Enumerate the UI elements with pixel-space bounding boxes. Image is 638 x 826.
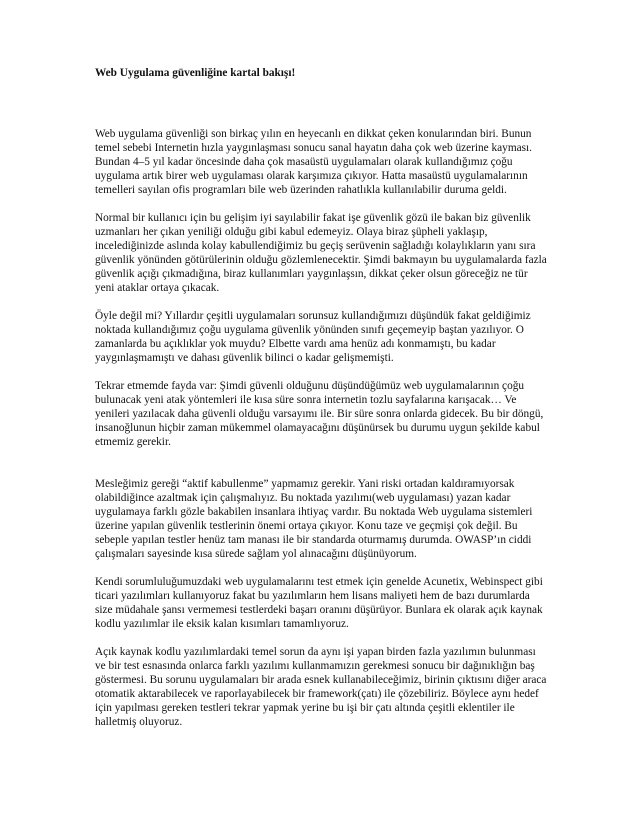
paragraph-3: Öyle değil mi? Yıllardır çeşitli uygulamaları sorunsuz kullandığımızı düşündük fakat geldiğimiz noktada kullandığımız çoğu uygulama güvenlik yönünden sınıfı geçemeyip baştan yazılıyor. O zamanlarda bu açıklıklar yok muydu? Elbette vardı ama henüz adı konmamıştı, bu kadar yaygınlaşmamıştı ve dahası güvenlik bilinci o kadar gelişmemişti. xyxy=(95,310,531,364)
document-title: Web Uygulama güvenliğine kartal bakışı! xyxy=(95,67,296,79)
paragraph-2: Normal bir kullanıcı için bu gelişim iyi sayılabilir fakat işe güvenlik gözü ile bakan biz güvenlik uzmanları her çıkan yeniliği olduğu gibi kabul edemeyiz. Olaya biraz şüpheli yaklaşıp, incelediğinizde aslında kolay kabullendiğimiz bu geçiş serüvenin sağladığı kolaylıkların yanı sıra güvenlik yönünden götürülerinin olduğu gözlemlenecektir. Şimdi bakmayın bu uygulamalarda fazla güvenlik açığı çıkmadığına, biraz kullanımları yaygınlaşsın, dikkat çeker olsun göreceğiz ne tür yeni ataklar ortaya çıkacak. xyxy=(95,212,547,294)
paragraph-4: Tekrar etmemde fayda var: Şimdi güvenli olduğunu düşündüğümüz web uygulamalarının çoğu bulunacak yeni atak yöntemleri ile kısa süre sonra internetin tozlu sayfalarına karışacak… Ve yenileri yazılacak daha güvenli olduğu varsayımı ile. Bir süre sonra onlarda gidecek. Bu bir döngü, insanoğlunun hiçbir zaman mükemmel olamayacağını düşünürsek bu durumu uygun şekilde kabul etmemiz gerekir. xyxy=(95,380,544,448)
paragraph-1: Web uygulama güvenliği son birkaç yılın en heyecanlı en dikkat çeken konularından biri. Bunun temel sebebi Internetin hızla yaygınlaşması sonucu sanal hayatın daha çok web üzerine kayması. Bundan 4–5 yıl kadar öncesinde daha çok masaüstü uygulamaları olarak kullandığımız çoğu uygulama artık birer web uygulaması olarak karşımıza çıkıyor. Hatta masaüstü uygulamalarının temelleri sayılan ofis programları bile web üzerinden rahatlıkla kullanılabilir duruma geldi. xyxy=(95,128,532,196)
paragraph-7: Açık kaynak kodlu yazılımlardaki temel sorun da aynı işi yapan birden fazla yazılımın bulunması ve bir test esnasında onlarca farklı yazılımı kullanmamızın gerekmesi sonucu bir dağınıklığın baş göstermesi. Bu sorunu uygulamaları bir arada esnek kullanabileceğimiz, birinin çıktısını diğer araca otomatik aktarabilecek ve raporlayabilecek bir framework(çatı) ile çözebiliriz. Böylece aynı hedef için yapılması gereken testleri tekrar yapmak yerine bu işi bir çatı altında çeşitli eklentiler ile halletmiş oluyoruz. xyxy=(95,646,547,728)
paragraph-6: Kendi sorumluluğumuzdaki web uygulamalarını test etmek için genelde Acunetix, Webinspect gibi ticari yazılımları kullanıyoruz fakat bu yazılımların hem lisans maliyeti hem de bazı durumlarda size müdahale şansı vermemesi testlerdeki başarı oranını düşürüyor. Bunlara ek olarak açık kaynak kodlu yazılımlar ile eksik kalan kısımları tamamlıyoruz. xyxy=(95,576,543,630)
document-page xyxy=(95,66,547,743)
paragraph-5: Mesleğimiz gereği “aktif kabullenme” yapmamız gerekir. Yani riski ortadan kaldıramıyorsak olabildiğince azaltmak için çalışmalıyız. Bu noktada yazılımı(web uygulaması) yazan kadar uygulamaya farklı gözle bakabilen insanlara ihtiyaç vardır. Bu noktada Web uygulama sistemleri üzerine yapılan güvenlik testlerinin önemi ortaya çıkıyor. Konu taze ve geçmişi çok değil. Bu sebeple yapılan testler henüz tam manası ile bir standarda oturmamış durumda. OWASP’ın ciddi çalışmaları sayesinde kısa sürede sağlam yol alınacağını düşünüyorum. xyxy=(95,478,533,560)
